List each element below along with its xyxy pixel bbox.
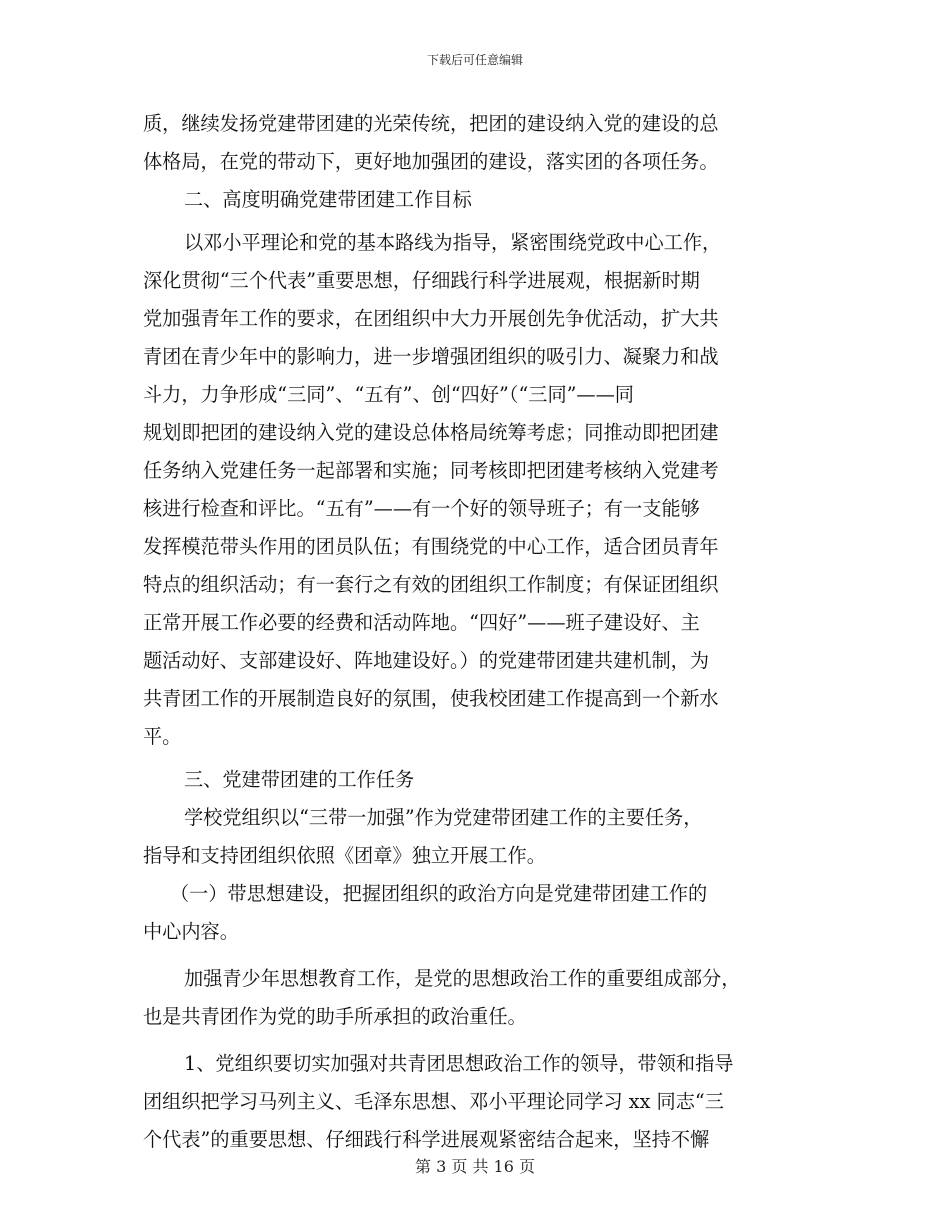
text-line: 核进行检查和评比。“五有”——有一个好的领导班子；有一支能够 <box>143 497 700 520</box>
text-line: 指导和支持团组织依照《团章》独立开展工作。 <box>143 844 546 867</box>
page-number: 第 3 页 共 16 页 <box>415 1157 535 1176</box>
text-line: 质，继续发扬党建带团建的光荣传统，把团的建设纳入党的建设的总 <box>143 112 719 135</box>
text-line: 题活动好、支部建设好、阵地建设好。）的党建带团建共建机制，为 <box>143 649 710 672</box>
text-line: 规划即把团的建设纳入党的建设总体格局统筹考虑；同推动即把团建 <box>143 421 719 444</box>
text-line: 特点的组织活动；有一套行之有效的团组织工作制度；有保证团组织 <box>143 573 719 596</box>
text-line: 党加强青年工作的要求，在团组织中大力开展创先争优活动，扩大共 <box>143 307 719 330</box>
text-line: 中心内容。 <box>143 920 239 943</box>
text-line: 学校党组织以“三带一加强”作为党建带团建工作的主要任务， <box>184 806 703 829</box>
text-line: 深化贯彻“三个代表”重要思想，仔细践行科学进展观，根据新时期 <box>143 269 700 292</box>
text-line: 以邓小平理论和党的基本路线为指导，紧密围绕党政中心工作， <box>184 231 722 254</box>
document-body <box>143 105 803 1159</box>
text-line: 个代表”的重要思想、仔细践行科学进展观紧密结合起来，坚持不懈 <box>143 1128 710 1151</box>
section-heading: 三、党建带团建的工作任务 <box>184 768 415 791</box>
text-line: 加强青少年思想教育工作，是党的思想政治工作的重要组成部分， <box>184 967 741 990</box>
text-line: 正常开展工作必要的经费和活动阵地。“四好”——班子建设好、主 <box>143 611 700 634</box>
text-line: 1、党组织要切实加强对共青团思想政治工作的领导，带领和指导 <box>184 1052 734 1075</box>
text-line: 共青团工作的开展制造良好的氛围，使我校团建工作提高到一个新水 <box>143 687 719 710</box>
section-heading: 二、高度明确党建带团建工作目标 <box>184 188 472 211</box>
text-line: 斗力，力争形成“三同”、“五有”、创“四好”（“三同”——同 <box>143 383 634 406</box>
page-header-note: 下载后可任意编辑 <box>426 53 523 67</box>
text-line: 也是共青团作为党的助手所承担的政治重任。 <box>143 1005 527 1028</box>
subsection-heading: （一）带思想建设，把握团组织的政治方向是党建带团建工作的 <box>170 882 708 905</box>
text-line: 任务纳入党建任务一起部署和实施；同考核即把团建考核纳入党建考 <box>143 459 719 482</box>
text-line: 青团在青少年中的影响力，进一步增强团组织的吸引力、凝聚力和战 <box>143 345 719 368</box>
text-line: 平。 <box>143 725 182 748</box>
text-line: 发挥模范带头作用的团员队伍；有围绕党的中心工作，适合团员青年 <box>143 535 719 558</box>
text-line: 团组织把学习马列主义、毛泽东思想、邓小平理论同学习 xx 同志“三 <box>143 1090 724 1113</box>
text-line: 体格局，在党的带动下，更好地加强团的建设，落实团的各项任务。 <box>143 150 719 173</box>
